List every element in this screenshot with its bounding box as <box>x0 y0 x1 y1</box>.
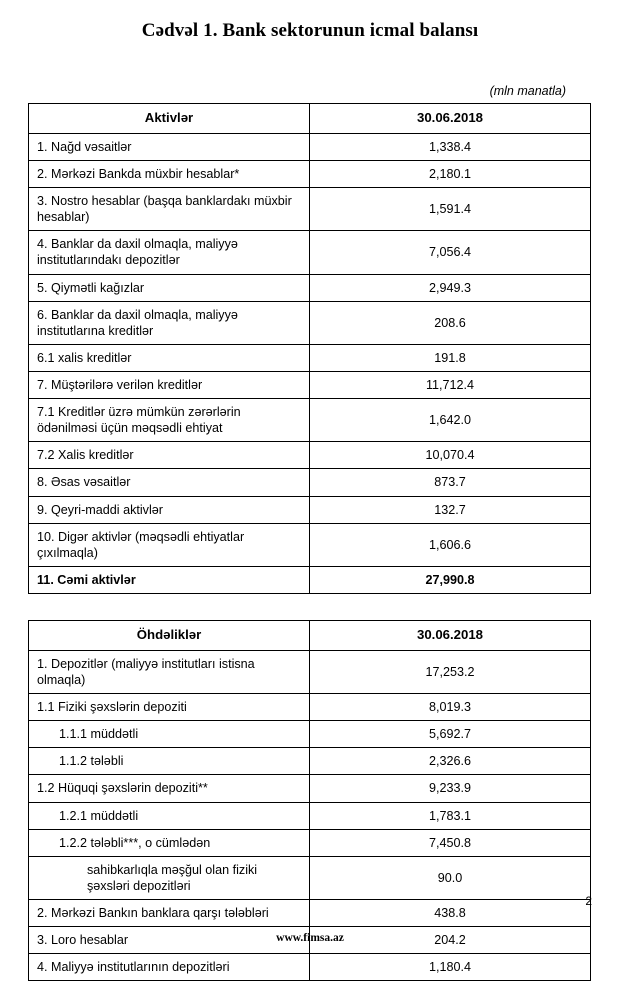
row-value: 2,949.3 <box>310 274 591 301</box>
row-label: 1.2 Hüquqi şəxslərin depoziti** <box>29 775 310 802</box>
row-value: 1,783.1 <box>310 802 591 829</box>
row-label: 9. Qeyri-maddi aktivlər <box>29 496 310 523</box>
table-row <box>29 650 591 693</box>
table-row <box>29 496 591 523</box>
row-label: 3. Loro hesablar <box>29 927 310 954</box>
assets-header-value: 30.06.2018 <box>310 104 591 134</box>
row-value: 17,253.2 <box>310 650 591 693</box>
row-label: 7.1 Kreditlər üzrə mümkün zərərlərin ödənilməsi üçün məqsədli ehtiyat <box>29 399 310 442</box>
assets-table-header-row <box>29 104 591 134</box>
row-label: 6. Banklar da daxil olmaqla, maliyyə institutlarına kreditlər <box>29 301 310 344</box>
row-label: 5. Qiymətli kağızlar <box>29 274 310 301</box>
table-row <box>29 829 591 856</box>
table-row <box>29 775 591 802</box>
liabilities-header-label: Öhdəliklər <box>29 620 310 650</box>
table-row <box>29 899 591 926</box>
row-value: 5,692.7 <box>310 721 591 748</box>
row-value: 1,591.4 <box>310 188 591 231</box>
table-row <box>29 161 591 188</box>
table-row <box>29 274 591 301</box>
row-value: 438.8 <box>310 899 591 926</box>
row-value: 208.6 <box>310 301 591 344</box>
assets-table <box>28 103 591 594</box>
document-page <box>0 20 620 975</box>
table-row <box>29 344 591 371</box>
row-label: 2. Mərkəzi Bankın banklara qarşı tələbləri <box>29 899 310 926</box>
row-label: 1.1.2 tələbli <box>29 748 310 775</box>
row-value: 90.0 <box>310 856 591 899</box>
table-row <box>29 301 591 344</box>
liabilities-table <box>28 620 591 981</box>
row-label: 1.1.1 müddətli <box>29 721 310 748</box>
table-row <box>29 721 591 748</box>
assets-header-label: Aktivlər <box>29 104 310 134</box>
row-value: 1,180.4 <box>310 954 591 981</box>
row-label: 3. Nostro hesablar (başqa banklardakı müxbir hesablar) <box>29 188 310 231</box>
table-gap <box>28 594 592 620</box>
row-label: 11. Cəmi aktivlər <box>29 566 310 593</box>
row-value: 1,606.6 <box>310 523 591 566</box>
row-value: 9,233.9 <box>310 775 591 802</box>
row-label: 6.1 xalis kreditlər <box>29 344 310 371</box>
table-row <box>29 133 591 160</box>
table-row <box>29 802 591 829</box>
unit-note: (mln manatla) <box>489 84 566 98</box>
row-value: 873.7 <box>310 469 591 496</box>
row-value: 2,180.1 <box>310 161 591 188</box>
row-value: 1,642.0 <box>310 399 591 442</box>
page-title: Cədvəl 1. Bank sektorunun icmal balansı <box>141 20 479 41</box>
table-row <box>29 188 591 231</box>
row-value: 7,056.4 <box>310 231 591 274</box>
row-value: 10,070.4 <box>310 442 591 469</box>
row-value: 8,019.3 <box>310 694 591 721</box>
row-label: 7.2 Xalis kreditlər <box>29 442 310 469</box>
row-label: 8. Əsas vəsaitlər <box>29 469 310 496</box>
table-row <box>29 566 591 593</box>
row-label: 1. Nağd vəsaitlər <box>29 133 310 160</box>
liabilities-table-header-row <box>29 620 591 650</box>
row-label: 1.2.2 tələbli***, o cümlədən <box>29 829 310 856</box>
table-row <box>29 856 591 899</box>
footer-url: www.fimsa.az <box>276 932 344 944</box>
page-number: 2 <box>585 894 592 908</box>
table-row <box>29 954 591 981</box>
row-label: 4. Banklar da daxil olmaqla, maliyyə institutlarındakı depozitlər <box>29 231 310 274</box>
row-label: 10. Digər aktivlər (məqsədli ehtiyatlar çıxılmaqla) <box>29 523 310 566</box>
row-label: 4. Maliyyə institutlarının depozitləri <box>29 954 310 981</box>
table-row <box>29 469 591 496</box>
row-label: 2. Mərkəzi Bankda müxbir hesablar* <box>29 161 310 188</box>
row-value: 7,450.8 <box>310 829 591 856</box>
table-row <box>29 523 591 566</box>
row-value: 132.7 <box>310 496 591 523</box>
row-label: 1.1 Fiziki şəxslərin depoziti <box>29 694 310 721</box>
row-value: 2,326.6 <box>310 748 591 775</box>
table-row <box>29 399 591 442</box>
row-value: 27,990.8 <box>310 566 591 593</box>
liabilities-header-value: 30.06.2018 <box>310 620 591 650</box>
table-row <box>29 231 591 274</box>
row-value: 191.8 <box>310 344 591 371</box>
row-label: sahibkarlıqla məşğul olan fiziki şəxsləri depozitləri <box>29 856 310 899</box>
row-value: 204.2 <box>310 927 591 954</box>
row-label: 7. Müştərilərə verilən kreditlər <box>29 371 310 398</box>
row-label: 1.2.1 müddətli <box>29 802 310 829</box>
row-label: 1. Depozitlər (maliyyə institutları istisna olmaqla) <box>29 650 310 693</box>
row-value: 1,338.4 <box>310 133 591 160</box>
table-row <box>29 442 591 469</box>
table-row <box>29 748 591 775</box>
row-value: 11,712.4 <box>310 371 591 398</box>
table-row <box>29 694 591 721</box>
table-row <box>29 371 591 398</box>
